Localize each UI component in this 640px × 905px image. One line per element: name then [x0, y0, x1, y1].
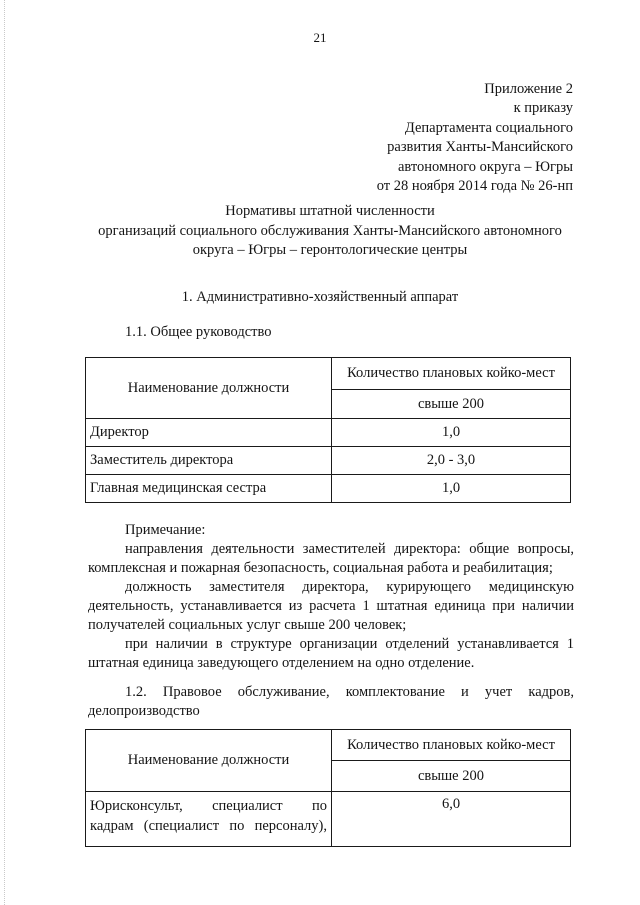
table-row: [86, 475, 571, 503]
col-subheader-beds: свыше 200: [332, 390, 571, 419]
table-row: [86, 792, 571, 847]
appendix-line: автономного округа – Югры: [397, 158, 573, 175]
subsection-heading: 1.2. Правовое обслуживание, комплектование и учет кадров, делопроизводство: [88, 684, 574, 719]
appendix-line: от 28 ноября 2014 года № 26-нп: [376, 178, 573, 195]
table-row: [86, 419, 571, 447]
col-header-beds: Количество плановых койко-мест: [332, 730, 571, 761]
appendix-line: Приложение 2: [484, 81, 573, 97]
title-line: Нормативы штатной численности: [225, 203, 435, 219]
col-header-beds: Количество плановых койко-мест: [332, 358, 571, 390]
position-cell: Главная медицинская сестра: [86, 475, 332, 503]
value-cell: 6,0: [332, 792, 571, 847]
appendix-line: к приказу: [513, 100, 573, 117]
title-line: организаций социального обслуживания Ханты-Мансийского автономного: [98, 222, 562, 239]
title-line: округа – Югры – геронтологические центры: [192, 242, 468, 258]
page-edge: [4, 0, 7, 905]
staffing-table-general: [85, 357, 571, 503]
document-title: [60, 202, 600, 261]
col-subheader-beds: свыше 200: [332, 761, 571, 792]
table-row: [86, 447, 571, 475]
staffing-table-hr: [85, 729, 571, 847]
appendix-line: развития Ханты-Мансийского: [387, 139, 573, 156]
position-cell: [86, 792, 332, 847]
position-cell: Заместитель директора: [86, 447, 332, 475]
page-number: 21: [313, 30, 327, 45]
position-cell: Директор: [86, 419, 332, 447]
position-line: Юрисконсульт, специалист по: [90, 798, 327, 814]
value-cell: 1,0: [332, 475, 571, 503]
note-paragraph: направления деятельности заместителей директора: общие вопросы, комплексная и пожарная безопасность, социальная работа и реабилитация;: [88, 541, 574, 576]
subsection-heading: 1.1. Общее руководство: [125, 324, 272, 340]
col-header-position: Наименование должности: [86, 730, 332, 792]
position-line: кадрам (специалист по персоналу),: [90, 818, 327, 834]
note-paragraph: при наличии в структуре организации отделений устанавливается 1 штатная единица заведующего отделением на одно отделение.: [88, 636, 574, 671]
col-header-position: Наименование должности: [86, 358, 332, 419]
note-block: [88, 521, 574, 673]
note-paragraph: должность заместителя директора, курирующего медицинскую деятельность, устанавливается из расчета 1 штатная единица при наличии получателей социальных услуг свыше 200 человек;: [88, 579, 574, 633]
value-cell: 1,0: [332, 419, 571, 447]
appendix-block: [377, 80, 573, 196]
appendix-line: Департамента социального: [404, 119, 573, 136]
value-cell: 2,0 - 3,0: [332, 447, 571, 475]
section-heading: 1. Административно-хозяйственный аппарат: [181, 289, 459, 305]
note-heading: Примечание:: [125, 522, 206, 538]
